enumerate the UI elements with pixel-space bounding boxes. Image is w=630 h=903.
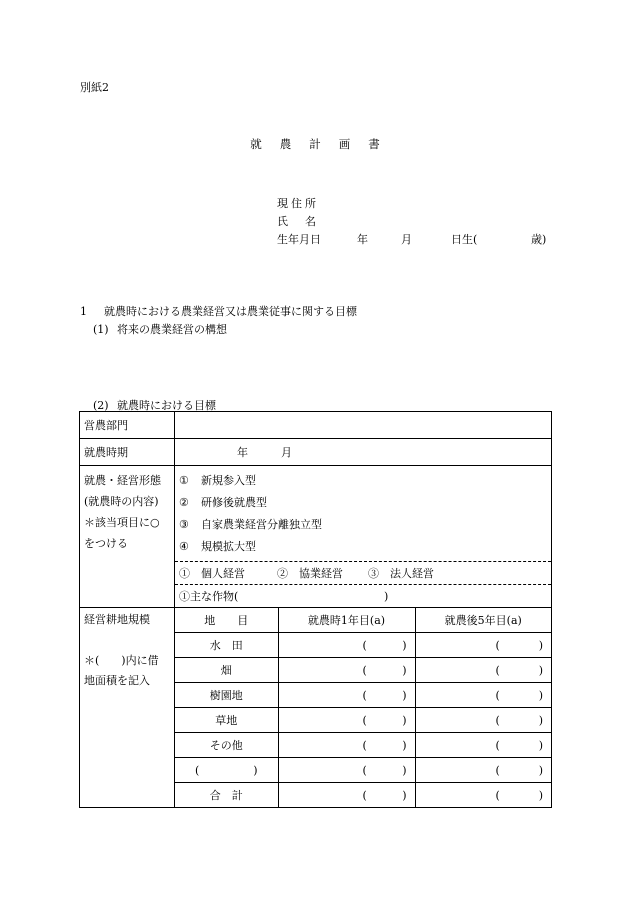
table-row [175, 633, 551, 658]
section-1-2-heading [93, 400, 216, 411]
after-area-input[interactable]: ( ) [415, 783, 551, 808]
form-options-cell [175, 466, 552, 608]
dob-month: 月 [401, 232, 412, 246]
form-label-line: ＊該当項目に○ [84, 516, 160, 529]
age-suffix: 歳) [531, 232, 547, 246]
time-label: 就農時期 [80, 439, 175, 466]
after-area-input[interactable]: ( ) [415, 683, 551, 708]
form-option[interactable]: ④ 規模拡大型 [179, 539, 256, 553]
table-row [175, 758, 551, 783]
name-label: 氏 名 [277, 214, 319, 228]
time-year: 年 [237, 445, 248, 459]
time-month: 月 [281, 445, 292, 459]
section-1-1-number: (1) [93, 323, 109, 336]
land-header: 地 目 [175, 608, 278, 633]
form-label-line: をつける [84, 537, 128, 550]
form-label-line: (就農時の内容) [84, 495, 159, 508]
main-crop-prefix: ①主な作物( [179, 589, 239, 603]
management-type-line [175, 562, 551, 585]
dob-label: 生年月日 [277, 232, 321, 246]
table-row [175, 683, 551, 708]
main-crop-line[interactable] [175, 585, 551, 607]
form-label-line: 就農・経営形態 [84, 474, 161, 487]
start-area-input[interactable]: ( ) [278, 783, 415, 808]
start-area-input[interactable]: ( ) [278, 658, 415, 683]
section-1-1-heading [93, 324, 227, 335]
management-type-option[interactable]: ③ 法人経営 [368, 566, 434, 580]
scale-label: 経営耕地規模 [84, 613, 150, 626]
form-label [80, 466, 175, 608]
farming-goal-table [79, 411, 552, 808]
form-option[interactable]: ② 研修後就農型 [179, 495, 267, 509]
land-name: その他 [175, 733, 278, 758]
start-area-input[interactable]: ( ) [278, 708, 415, 733]
table-row [175, 708, 551, 733]
main-crop-suffix: ) [384, 589, 389, 603]
section-1-number: 1 [80, 305, 87, 318]
section-1-2-number: (2) [93, 399, 109, 412]
land-table [175, 608, 551, 807]
col-start-header: 就農時1年目(a) [278, 608, 415, 633]
scale-label-cell [80, 608, 175, 808]
col-after-header: 就農後5年目(a) [415, 608, 551, 633]
land-name: 合 計 [175, 783, 278, 808]
land-name-input[interactable]: ( ) [175, 758, 278, 783]
after-area-input[interactable]: ( ) [415, 633, 551, 658]
applicant-block [277, 194, 546, 248]
section-1-title: 就農時における農業経営又は農業従事に関する目標 [104, 305, 357, 318]
section-1-2-title: 就農時における目標 [117, 399, 216, 412]
start-area-input[interactable]: ( ) [278, 633, 415, 658]
dob-year: 年 [357, 232, 368, 246]
section-1-heading [80, 306, 357, 317]
start-area-input[interactable]: ( ) [278, 758, 415, 783]
land-name: 畑 [175, 658, 278, 683]
land-name: 草地 [175, 708, 278, 733]
management-type-option[interactable]: ① 個人経営 [179, 566, 245, 580]
start-area-input[interactable]: ( ) [278, 683, 415, 708]
table-row [175, 658, 551, 683]
land-name: 樹園地 [175, 683, 278, 708]
after-area-input[interactable]: ( ) [415, 658, 551, 683]
land-name: 水 田 [175, 633, 278, 658]
document-title: 就農計画書 [250, 137, 398, 151]
scale-note-line: 地面積を記入 [84, 674, 150, 687]
after-area-input[interactable]: ( ) [415, 708, 551, 733]
address-label: 現住所 [277, 196, 319, 210]
table-row [175, 783, 551, 808]
after-area-input[interactable]: ( ) [415, 733, 551, 758]
start-area-input[interactable]: ( ) [278, 733, 415, 758]
dob-day: 日生( [451, 232, 478, 246]
after-area-input[interactable]: ( ) [415, 758, 551, 783]
land-table-cell [175, 608, 552, 808]
management-type-option[interactable]: ② 協業経営 [277, 566, 343, 580]
section-1-1-title: 将来の農業経営の構想 [117, 323, 227, 336]
dept-value[interactable] [175, 412, 552, 439]
form-option[interactable]: ③ 自家農業経営分離独立型 [179, 517, 322, 531]
form-number: 別紙2 [80, 81, 109, 94]
table-row [175, 733, 551, 758]
time-value[interactable] [175, 439, 552, 466]
scale-note-line: ＊( )内に借 [84, 654, 159, 667]
dept-label: 営農部門 [80, 412, 175, 439]
form-option[interactable]: ① 新規参入型 [179, 473, 256, 487]
